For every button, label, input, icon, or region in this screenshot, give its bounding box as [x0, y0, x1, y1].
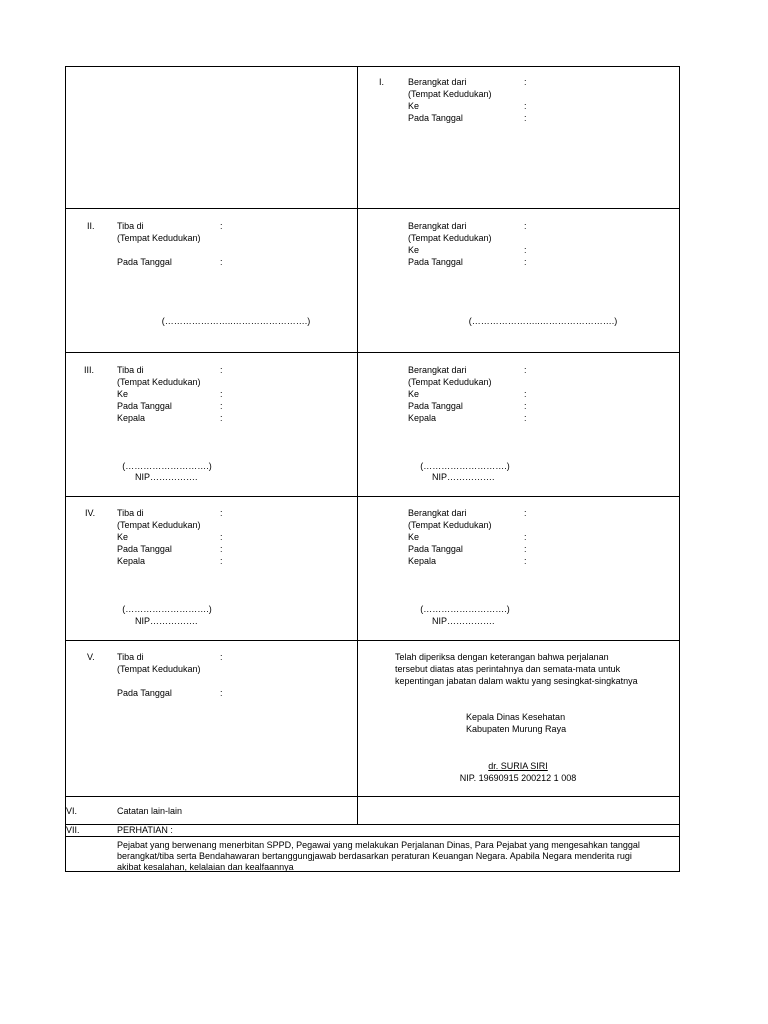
nip-line: NIP……………. — [135, 616, 198, 626]
colon: : — [524, 77, 527, 87]
kepala-label: Kepala — [408, 413, 437, 423]
verification-text-line-3: kepentingan jabatan dalam waktu yang sesingkat-singkatnya — [395, 676, 638, 686]
tempat-kedudukan-label: (Tempat Kedudukan) — [408, 377, 492, 387]
section-number-iv: IV. — [85, 508, 96, 518]
section-number-v: V. — [87, 652, 95, 662]
ke-label: Ke — [117, 389, 129, 399]
ke-label: Ke — [408, 101, 420, 111]
berangkat-dari-label: Berangkat dari — [408, 77, 467, 87]
tiba-di-label: Tiba di — [117, 221, 144, 231]
perhatian-text-line-2: berangkat/tiba serta Bendahawaran bertanggungjawab berdasarkan peraturan Keuangan Negara. Apabila Negara menderita rugi — [117, 851, 632, 861]
row-divider-2 — [65, 352, 680, 353]
kepala-label: Kepala — [408, 556, 437, 566]
colon: : — [524, 221, 527, 231]
pada-tanggal-label: Pada Tanggal — [117, 257, 172, 267]
row-divider-5 — [65, 796, 680, 797]
berangkat-dari-label: Berangkat dari — [408, 365, 467, 375]
section-number-vi: VI. — [66, 806, 78, 816]
row-divider-1 — [65, 208, 680, 209]
colon: : — [524, 401, 527, 411]
colon: : — [524, 508, 527, 518]
kepala-label: Kepala — [117, 413, 146, 423]
colon: : — [524, 257, 527, 267]
tempat-kedudukan-label: (Tempat Kedudukan) — [117, 377, 201, 387]
official-nip: NIP. 19690915 200212 1 008 — [459, 773, 577, 783]
colon: : — [524, 532, 527, 542]
section-number-iii: III. — [84, 365, 95, 375]
nip-line: NIP……………. — [432, 472, 495, 482]
signature-line: (…………………..…………………….) — [468, 316, 618, 326]
official-name: dr. SURIA SIRI — [488, 761, 548, 771]
pada-tanggal-label: Pada Tanggal — [408, 544, 463, 554]
colon: : — [524, 544, 527, 554]
colon: : — [524, 389, 527, 399]
pada-tanggal-label: Pada Tanggal — [408, 113, 463, 123]
tempat-kedudukan-label: (Tempat Kedudukan) — [408, 233, 492, 243]
colon: : — [220, 365, 223, 375]
signature-line: (……………………….) — [122, 461, 212, 471]
row-divider-7 — [65, 836, 680, 837]
ke-label: Ke — [117, 532, 129, 542]
perhatian-text-line-3: akibat kesalahan, kelalaian dan kealfaannya — [117, 862, 294, 872]
tempat-kedudukan-label: (Tempat Kedudukan) — [117, 233, 201, 243]
pada-tanggal-label: Pada Tanggal — [408, 401, 463, 411]
row-divider-4 — [65, 640, 680, 641]
nip-line: NIP……………. — [135, 472, 198, 482]
section-number-i: I. — [379, 77, 385, 87]
ke-label: Ke — [408, 532, 420, 542]
colon: : — [524, 365, 527, 375]
colon: : — [524, 556, 527, 566]
colon: : — [220, 532, 223, 542]
tempat-kedudukan-label: (Tempat Kedudukan) — [408, 89, 492, 99]
pada-tanggal-label: Pada Tanggal — [117, 544, 172, 554]
office-region: Kabupaten Murung Raya — [466, 724, 567, 734]
section-number-vii: VII. — [66, 825, 80, 835]
row-divider-3 — [65, 496, 680, 497]
colon: : — [524, 101, 527, 111]
colon: : — [220, 257, 223, 267]
pada-tanggal-label: Pada Tanggal — [408, 257, 463, 267]
signature-line: (……………………….) — [122, 604, 212, 614]
colon: : — [220, 401, 223, 411]
nip-line: NIP……………. — [432, 616, 495, 626]
colon: : — [220, 544, 223, 554]
tempat-kedudukan-label: (Tempat Kedudukan) — [117, 520, 201, 530]
signature-line: (……………………….) — [420, 604, 510, 614]
colon: : — [220, 413, 223, 423]
colon: : — [220, 221, 223, 231]
colon: : — [220, 556, 223, 566]
catatan-label: Catatan lain-lain — [117, 806, 183, 816]
tiba-di-label: Tiba di — [117, 652, 144, 662]
colon: : — [220, 389, 223, 399]
berangkat-dari-label: Berangkat dari — [408, 508, 467, 518]
tiba-di-label: Tiba di — [117, 508, 144, 518]
tempat-kedudukan-label: (Tempat Kedudukan) — [117, 664, 201, 674]
verification-text-line-1: Telah diperiksa dengan keterangan bahwa perjalanan — [395, 652, 609, 662]
signature-line: (…………………..…………………….) — [161, 316, 311, 326]
colon: : — [524, 113, 527, 123]
pada-tanggal-label: Pada Tanggal — [117, 401, 172, 411]
colon: : — [524, 413, 527, 423]
office-title: Kepala Dinas Kesehatan — [466, 712, 566, 722]
verification-text-line-2: tersebut diatas atas perintahnya dan semata-mata untuk — [395, 664, 621, 674]
kepala-label: Kepala — [117, 556, 146, 566]
section-number-ii: II. — [87, 221, 95, 231]
tiba-di-label: Tiba di — [117, 365, 144, 375]
tempat-kedudukan-label: (Tempat Kedudukan) — [408, 520, 492, 530]
berangkat-dari-label: Berangkat dari — [408, 221, 467, 231]
ke-label: Ke — [408, 245, 420, 255]
signature-line: (……………………….) — [420, 461, 510, 471]
perhatian-text-line-1: Pejabat yang berwenang menerbitan SPPD, Pegawai yang melakukan Perjalanan Dinas, Para Pejabat yang mengesahkan tanggal — [117, 840, 640, 850]
colon: : — [220, 508, 223, 518]
column-divider — [357, 66, 358, 824]
perhatian-label: PERHATIAN : — [117, 825, 173, 835]
colon: : — [220, 652, 223, 662]
colon: : — [220, 688, 223, 698]
colon: : — [524, 245, 527, 255]
pada-tanggal-label: Pada Tanggal — [117, 688, 172, 698]
ke-label: Ke — [408, 389, 420, 399]
